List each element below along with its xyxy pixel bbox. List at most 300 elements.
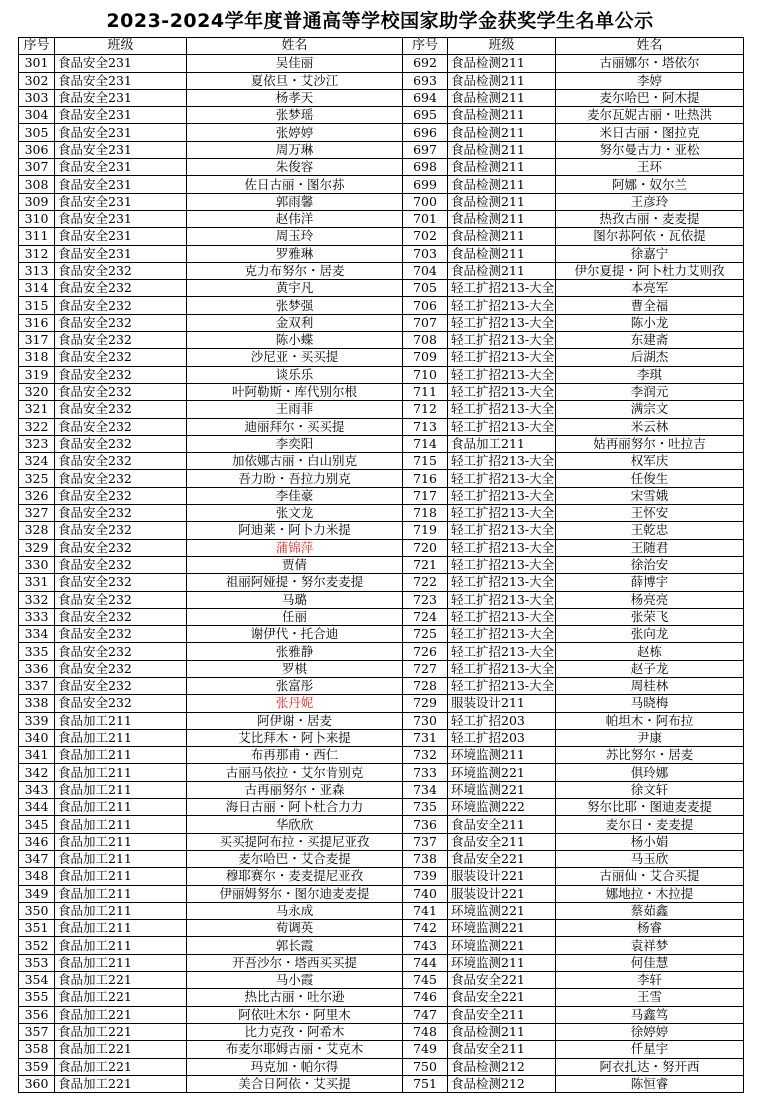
left-name-cell: 张文龙 <box>187 505 403 522</box>
left-class-cell: 食品加工211 <box>55 764 187 781</box>
right-seq-cell: 727 <box>403 660 448 677</box>
left-name-cell: 古丽马依拉・艾尔肯别克 <box>187 764 403 781</box>
left-seq-cell: 349 <box>19 885 55 902</box>
table-row <box>19 799 744 816</box>
left-class-cell: 食品安全232 <box>55 539 187 556</box>
right-class-cell: 食品检测211 <box>448 72 556 89</box>
right-class-cell: 食品安全221 <box>448 972 556 989</box>
left-seq-cell: 330 <box>19 556 55 573</box>
table-row <box>19 435 744 452</box>
right-name-cell: 阿衣扎达・努开西 <box>556 1058 744 1075</box>
right-class-cell: 食品检测211 <box>448 1023 556 1040</box>
right-class-cell: 食品检测211 <box>448 141 556 158</box>
left-name-cell: 贾倩 <box>187 556 403 573</box>
table-row <box>19 72 744 89</box>
left-seq-cell: 337 <box>19 677 55 694</box>
right-name-cell: 王彦玲 <box>556 193 744 210</box>
left-name-cell: 夏依旦・艾沙江 <box>187 72 403 89</box>
right-name-cell: 徐嘉宁 <box>556 245 744 262</box>
right-class-cell: 轻工扩招203 <box>448 712 556 729</box>
left-seq-cell: 359 <box>19 1058 55 1075</box>
right-name-cell: 伊尔夏提・阿卜杜力艾则孜 <box>556 262 744 279</box>
right-seq-cell: 709 <box>403 349 448 366</box>
right-seq-cell: 740 <box>403 885 448 902</box>
right-class-cell: 轻工扩招213-大全 <box>448 608 556 625</box>
header-class-right: 班级 <box>448 38 556 55</box>
header-row <box>19 38 744 55</box>
right-class-cell: 轻工扩招213-大全 <box>448 401 556 418</box>
left-seq-cell: 353 <box>19 954 55 971</box>
right-class-cell: 环境监测221 <box>448 937 556 954</box>
left-class-cell: 食品安全232 <box>55 660 187 677</box>
right-name-cell: 姑再丽努尔・吐拉吉 <box>556 435 744 452</box>
left-name-cell: 蒲锦萍 <box>187 539 403 556</box>
right-seq-cell: 737 <box>403 833 448 850</box>
left-seq-cell: 357 <box>19 1023 55 1040</box>
right-seq-cell: 712 <box>403 401 448 418</box>
right-class-cell: 轻工扩招213-大全 <box>448 487 556 504</box>
right-seq-cell: 698 <box>403 159 448 176</box>
right-class-cell: 轻工扩招213-大全 <box>448 453 556 470</box>
left-seq-cell: 311 <box>19 228 55 245</box>
table-row <box>19 902 744 919</box>
left-seq-cell: 310 <box>19 210 55 227</box>
right-seq-cell: 719 <box>403 522 448 539</box>
left-class-cell: 食品安全231 <box>55 141 187 158</box>
right-seq-cell: 735 <box>403 799 448 816</box>
right-class-cell: 轻工扩招213-大全 <box>448 677 556 694</box>
left-seq-cell: 334 <box>19 626 55 643</box>
left-class-cell: 食品加工221 <box>55 1023 187 1040</box>
right-class-cell: 轻工扩招213-大全 <box>448 539 556 556</box>
table-row <box>19 850 744 867</box>
right-class-cell: 轻工扩招213-大全 <box>448 332 556 349</box>
right-name-cell: 麦尔瓦妮古丽・吐热洪 <box>556 107 744 124</box>
left-seq-cell: 323 <box>19 435 55 452</box>
table-row <box>19 885 744 902</box>
left-seq-cell: 316 <box>19 314 55 331</box>
right-name-cell: 尹康 <box>556 729 744 746</box>
right-class-cell: 食品安全211 <box>448 1006 556 1023</box>
right-name-cell: 王随君 <box>556 539 744 556</box>
right-class-cell: 食品检测211 <box>448 159 556 176</box>
left-name-cell: 麦尔哈巴・艾合麦提 <box>187 850 403 867</box>
right-name-cell: 阿娜・奴尔兰 <box>556 176 744 193</box>
table-row <box>19 1075 744 1092</box>
left-class-cell: 食品安全232 <box>55 608 187 625</box>
left-seq-cell: 350 <box>19 902 55 919</box>
right-seq-cell: 707 <box>403 314 448 331</box>
left-name-cell: 艾比拜木・阿卜来提 <box>187 729 403 746</box>
right-seq-cell: 711 <box>403 383 448 400</box>
left-class-cell: 食品安全231 <box>55 193 187 210</box>
right-class-cell: 食品检测211 <box>448 210 556 227</box>
header-name-right: 姓名 <box>556 38 744 55</box>
table-row <box>19 193 744 210</box>
right-name-cell: 李琪 <box>556 366 744 383</box>
right-class-cell: 食品安全211 <box>448 816 556 833</box>
left-class-cell: 食品安全232 <box>55 297 187 314</box>
left-name-cell: 吴佳丽 <box>187 55 403 72</box>
right-class-cell: 轻工扩招213-大全 <box>448 591 556 608</box>
right-class-cell: 食品安全211 <box>448 1041 556 1058</box>
left-seq-cell: 329 <box>19 539 55 556</box>
table-row <box>19 107 744 124</box>
left-class-cell: 食品安全232 <box>55 522 187 539</box>
right-name-cell: 王怀安 <box>556 505 744 522</box>
right-seq-cell: 714 <box>403 435 448 452</box>
table-row <box>19 366 744 383</box>
left-class-cell: 食品加工211 <box>55 920 187 937</box>
left-name-cell: 伊丽姆努尔・图尔迪麦麦提 <box>187 885 403 902</box>
table-row <box>19 280 744 297</box>
left-name-cell: 华欣欣 <box>187 816 403 833</box>
table-row <box>19 920 744 937</box>
right-seq-cell: 738 <box>403 850 448 867</box>
left-name-cell: 阿依吐木尔・阿里木 <box>187 1006 403 1023</box>
left-class-cell: 食品加工211 <box>55 885 187 902</box>
left-class-cell: 食品加工221 <box>55 1006 187 1023</box>
left-seq-cell: 319 <box>19 366 55 383</box>
right-seq-cell: 742 <box>403 920 448 937</box>
right-name-cell: 张向龙 <box>556 626 744 643</box>
left-name-cell: 谢伊代・托合迪 <box>187 626 403 643</box>
left-name-cell: 马璐 <box>187 591 403 608</box>
left-class-cell: 食品加工211 <box>55 954 187 971</box>
left-seq-cell: 314 <box>19 280 55 297</box>
right-seq-cell: 704 <box>403 262 448 279</box>
right-name-cell: 赵子龙 <box>556 660 744 677</box>
left-name-cell: 玛克加・帕尔得 <box>187 1058 403 1075</box>
right-seq-cell: 694 <box>403 89 448 106</box>
left-name-cell: 罗棋 <box>187 660 403 677</box>
right-seq-cell: 702 <box>403 228 448 245</box>
table-row <box>19 124 744 141</box>
right-seq-cell: 713 <box>403 418 448 435</box>
left-class-cell: 食品安全232 <box>55 556 187 573</box>
left-name-cell: 郭长霞 <box>187 937 403 954</box>
left-name-cell: 布再那甫・西仁 <box>187 747 403 764</box>
table-row <box>19 591 744 608</box>
left-seq-cell: 331 <box>19 574 55 591</box>
left-seq-cell: 336 <box>19 660 55 677</box>
right-seq-cell: 722 <box>403 574 448 591</box>
left-class-cell: 食品安全232 <box>55 314 187 331</box>
table-row <box>19 487 744 504</box>
table-row <box>19 729 744 746</box>
left-class-cell: 食品加工211 <box>55 833 187 850</box>
right-class-cell: 食品检测211 <box>448 55 556 72</box>
right-seq-cell: 700 <box>403 193 448 210</box>
left-seq-cell: 302 <box>19 72 55 89</box>
left-seq-cell: 354 <box>19 972 55 989</box>
table-row <box>19 1058 744 1075</box>
right-class-cell: 服装设计221 <box>448 868 556 885</box>
right-seq-cell: 736 <box>403 816 448 833</box>
right-seq-cell: 715 <box>403 453 448 470</box>
table-row <box>19 383 744 400</box>
left-name-cell: 陈小蝶 <box>187 332 403 349</box>
left-class-cell: 食品安全231 <box>55 72 187 89</box>
left-class-cell: 食品加工211 <box>55 747 187 764</box>
right-seq-cell: 708 <box>403 332 448 349</box>
right-seq-cell: 697 <box>403 141 448 158</box>
right-class-cell: 轻工扩招213-大全 <box>448 556 556 573</box>
left-name-cell: 佐日古丽・图尔荪 <box>187 176 403 193</box>
right-class-cell: 轻工扩招213-大全 <box>448 626 556 643</box>
table-row <box>19 176 744 193</box>
left-name-cell: 张婷婷 <box>187 124 403 141</box>
left-name-cell: 沙尼亚・买买提 <box>187 349 403 366</box>
right-seq-cell: 730 <box>403 712 448 729</box>
right-seq-cell: 716 <box>403 470 448 487</box>
left-name-cell: 荀调英 <box>187 920 403 937</box>
right-class-cell: 食品检测211 <box>448 228 556 245</box>
right-name-cell: 赵栋 <box>556 643 744 660</box>
left-name-cell: 阿迪莱・阿卜力米提 <box>187 522 403 539</box>
page-title: 2023-2024学年度普通高等学校国家助学金获奖学生名单公示 <box>106 10 654 32</box>
left-name-cell: 杨孝天 <box>187 89 403 106</box>
right-seq-cell: 744 <box>403 954 448 971</box>
right-class-cell: 轻工扩招213-大全 <box>448 366 556 383</box>
right-seq-cell: 718 <box>403 505 448 522</box>
right-class-cell: 环境监测222 <box>448 799 556 816</box>
right-name-cell: 何佳慧 <box>556 954 744 971</box>
left-seq-cell: 324 <box>19 453 55 470</box>
left-seq-cell: 346 <box>19 833 55 850</box>
right-seq-cell: 692 <box>403 55 448 72</box>
right-seq-cell: 739 <box>403 868 448 885</box>
right-name-cell: 王雪 <box>556 989 744 1006</box>
right-class-cell: 食品安全211 <box>448 833 556 850</box>
right-seq-cell: 745 <box>403 972 448 989</box>
table-row <box>19 453 744 470</box>
left-class-cell: 食品安全232 <box>55 383 187 400</box>
table-row <box>19 989 744 1006</box>
right-name-cell: 马鑫笃 <box>556 1006 744 1023</box>
right-seq-cell: 747 <box>403 1006 448 1023</box>
left-name-cell: 开吾沙尔・塔西买买提 <box>187 954 403 971</box>
left-seq-cell: 356 <box>19 1006 55 1023</box>
right-name-cell: 麦尔日・麦麦提 <box>556 816 744 833</box>
right-name-cell: 李婷 <box>556 72 744 89</box>
left-class-cell: 食品安全232 <box>55 401 187 418</box>
right-seq-cell: 748 <box>403 1023 448 1040</box>
table-row <box>19 418 744 435</box>
left-name-cell: 买买提阿布拉・买提尼亚孜 <box>187 833 403 850</box>
left-class-cell: 食品加工211 <box>55 868 187 885</box>
left-class-cell: 食品安全231 <box>55 107 187 124</box>
left-class-cell: 食品安全232 <box>55 470 187 487</box>
left-seq-cell: 318 <box>19 349 55 366</box>
left-class-cell: 食品安全231 <box>55 228 187 245</box>
right-seq-cell: 724 <box>403 608 448 625</box>
right-seq-cell: 728 <box>403 677 448 694</box>
left-name-cell: 张梦强 <box>187 297 403 314</box>
left-seq-cell: 352 <box>19 937 55 954</box>
left-seq-cell: 348 <box>19 868 55 885</box>
right-class-cell: 食品加工211 <box>448 435 556 452</box>
right-class-cell: 环境监测221 <box>448 781 556 798</box>
right-name-cell: 宋雪娥 <box>556 487 744 504</box>
left-class-cell: 食品安全232 <box>55 418 187 435</box>
left-seq-cell: 345 <box>19 816 55 833</box>
left-seq-cell: 304 <box>19 107 55 124</box>
left-class-cell: 食品安全231 <box>55 89 187 106</box>
right-seq-cell: 732 <box>403 747 448 764</box>
left-class-cell: 食品安全232 <box>55 262 187 279</box>
right-name-cell: 蔡茹鑫 <box>556 902 744 919</box>
left-name-cell: 吾力盼・吾拉力别克 <box>187 470 403 487</box>
table-row <box>19 764 744 781</box>
right-class-cell: 轻工扩招213-大全 <box>448 660 556 677</box>
right-name-cell: 徐文轩 <box>556 781 744 798</box>
left-name-cell: 周万琳 <box>187 141 403 158</box>
left-seq-cell: 360 <box>19 1075 55 1092</box>
right-seq-cell: 720 <box>403 539 448 556</box>
right-seq-cell: 695 <box>403 107 448 124</box>
left-name-cell: 张梦瑶 <box>187 107 403 124</box>
right-class-cell: 食品检测211 <box>448 245 556 262</box>
table-row <box>19 643 744 660</box>
right-class-cell: 环境监测221 <box>448 920 556 937</box>
table-row <box>19 626 744 643</box>
left-class-cell: 食品加工221 <box>55 989 187 1006</box>
left-name-cell: 李佳豪 <box>187 487 403 504</box>
left-name-cell: 穆耶赛尔・麦麦提尼亚孜 <box>187 868 403 885</box>
right-name-cell: 努尔曼古力・亚松 <box>556 141 744 158</box>
right-seq-cell: 696 <box>403 124 448 141</box>
left-class-cell: 食品安全232 <box>55 591 187 608</box>
left-name-cell: 比力克孜・阿希木 <box>187 1023 403 1040</box>
right-name-cell: 张荣飞 <box>556 608 744 625</box>
left-seq-cell: 315 <box>19 297 55 314</box>
left-seq-cell: 305 <box>19 124 55 141</box>
left-name-cell: 美合日阿依・艾买提 <box>187 1075 403 1092</box>
left-class-cell: 食品安全232 <box>55 695 187 712</box>
left-class-cell: 食品安全232 <box>55 626 187 643</box>
right-name-cell: 米云林 <box>556 418 744 435</box>
right-seq-cell: 731 <box>403 729 448 746</box>
left-name-cell: 罗雅琳 <box>187 245 403 262</box>
right-class-cell: 食品检测211 <box>448 193 556 210</box>
right-name-cell: 陈恒睿 <box>556 1075 744 1092</box>
right-name-cell: 王环 <box>556 159 744 176</box>
table-row <box>19 470 744 487</box>
header-class-left: 班级 <box>55 38 187 55</box>
left-class-cell: 食品加工221 <box>55 1075 187 1092</box>
table-row <box>19 660 744 677</box>
left-seq-cell: 307 <box>19 159 55 176</box>
right-class-cell: 环境监测211 <box>448 747 556 764</box>
left-name-cell: 郭雨馨 <box>187 193 403 210</box>
right-name-cell: 娜地拉・木拉提 <box>556 885 744 902</box>
table-row <box>19 1023 744 1040</box>
right-class-cell: 食品检测211 <box>448 262 556 279</box>
left-class-cell: 食品安全232 <box>55 332 187 349</box>
table-body <box>19 55 744 1093</box>
left-name-cell: 张丹妮 <box>187 695 403 712</box>
left-name-cell: 叶阿勒斯・库代别尔根 <box>187 383 403 400</box>
left-name-cell: 朱俊容 <box>187 159 403 176</box>
right-name-cell: 王乾忠 <box>556 522 744 539</box>
right-class-cell: 轻工扩招213-大全 <box>448 505 556 522</box>
left-class-cell: 食品加工211 <box>55 729 187 746</box>
table-row <box>19 677 744 694</box>
left-name-cell: 张富彤 <box>187 677 403 694</box>
table-row <box>19 159 744 176</box>
left-seq-cell: 306 <box>19 141 55 158</box>
right-class-cell: 食品检测211 <box>448 124 556 141</box>
left-class-cell: 食品加工211 <box>55 712 187 729</box>
left-name-cell: 张雅静 <box>187 643 403 660</box>
left-name-cell: 马小霞 <box>187 972 403 989</box>
right-seq-cell: 726 <box>403 643 448 660</box>
right-name-cell: 权军庆 <box>556 453 744 470</box>
right-seq-cell: 734 <box>403 781 448 798</box>
right-name-cell: 古丽仙・艾合买提 <box>556 868 744 885</box>
right-class-cell: 服装设计221 <box>448 885 556 902</box>
table-row <box>19 297 744 314</box>
right-class-cell: 轻工扩招213-大全 <box>448 280 556 297</box>
right-seq-cell: 721 <box>403 556 448 573</box>
table-row <box>19 747 744 764</box>
right-class-cell: 轻工扩招213-大全 <box>448 643 556 660</box>
left-name-cell: 海日古丽・阿卜杜合力力 <box>187 799 403 816</box>
right-name-cell: 东建斋 <box>556 332 744 349</box>
left-class-cell: 食品安全232 <box>55 349 187 366</box>
right-name-cell: 李润元 <box>556 383 744 400</box>
right-seq-cell: 750 <box>403 1058 448 1075</box>
left-name-cell: 古再丽努尔・亚森 <box>187 781 403 798</box>
right-class-cell: 轻工扩招203 <box>448 729 556 746</box>
right-class-cell: 轻工扩招213-大全 <box>448 383 556 400</box>
table-row <box>19 712 744 729</box>
left-seq-cell: 342 <box>19 764 55 781</box>
right-seq-cell: 701 <box>403 210 448 227</box>
left-class-cell: 食品安全232 <box>55 677 187 694</box>
right-class-cell: 食品检测211 <box>448 107 556 124</box>
left-seq-cell: 327 <box>19 505 55 522</box>
left-class-cell: 食品安全231 <box>55 210 187 227</box>
table-row <box>19 695 744 712</box>
table-row <box>19 245 744 262</box>
left-seq-cell: 335 <box>19 643 55 660</box>
right-class-cell: 环境监测211 <box>448 954 556 971</box>
left-name-cell: 谈乐乐 <box>187 366 403 383</box>
left-class-cell: 食品安全232 <box>55 643 187 660</box>
left-seq-cell: 344 <box>19 799 55 816</box>
right-name-cell: 杨睿 <box>556 920 744 937</box>
left-name-cell: 黄宇凡 <box>187 280 403 297</box>
table-row <box>19 332 744 349</box>
left-name-cell: 布麦尔耶姆古丽・艾克木 <box>187 1041 403 1058</box>
right-class-cell: 轻工扩招213-大全 <box>448 574 556 591</box>
right-name-cell: 陈小龙 <box>556 314 744 331</box>
header-name-left: 姓名 <box>187 38 403 55</box>
right-seq-cell: 733 <box>403 764 448 781</box>
table-row <box>19 816 744 833</box>
right-name-cell: 任俊生 <box>556 470 744 487</box>
table-row <box>19 262 744 279</box>
right-class-cell: 轻工扩招213-大全 <box>448 522 556 539</box>
right-seq-cell: 743 <box>403 937 448 954</box>
left-class-cell: 食品加工211 <box>55 937 187 954</box>
right-class-cell: 轻工扩招213-大全 <box>448 418 556 435</box>
right-name-cell: 古丽娜尔・塔依尔 <box>556 55 744 72</box>
table-row <box>19 574 744 591</box>
right-name-cell: 薛博宇 <box>556 574 744 591</box>
